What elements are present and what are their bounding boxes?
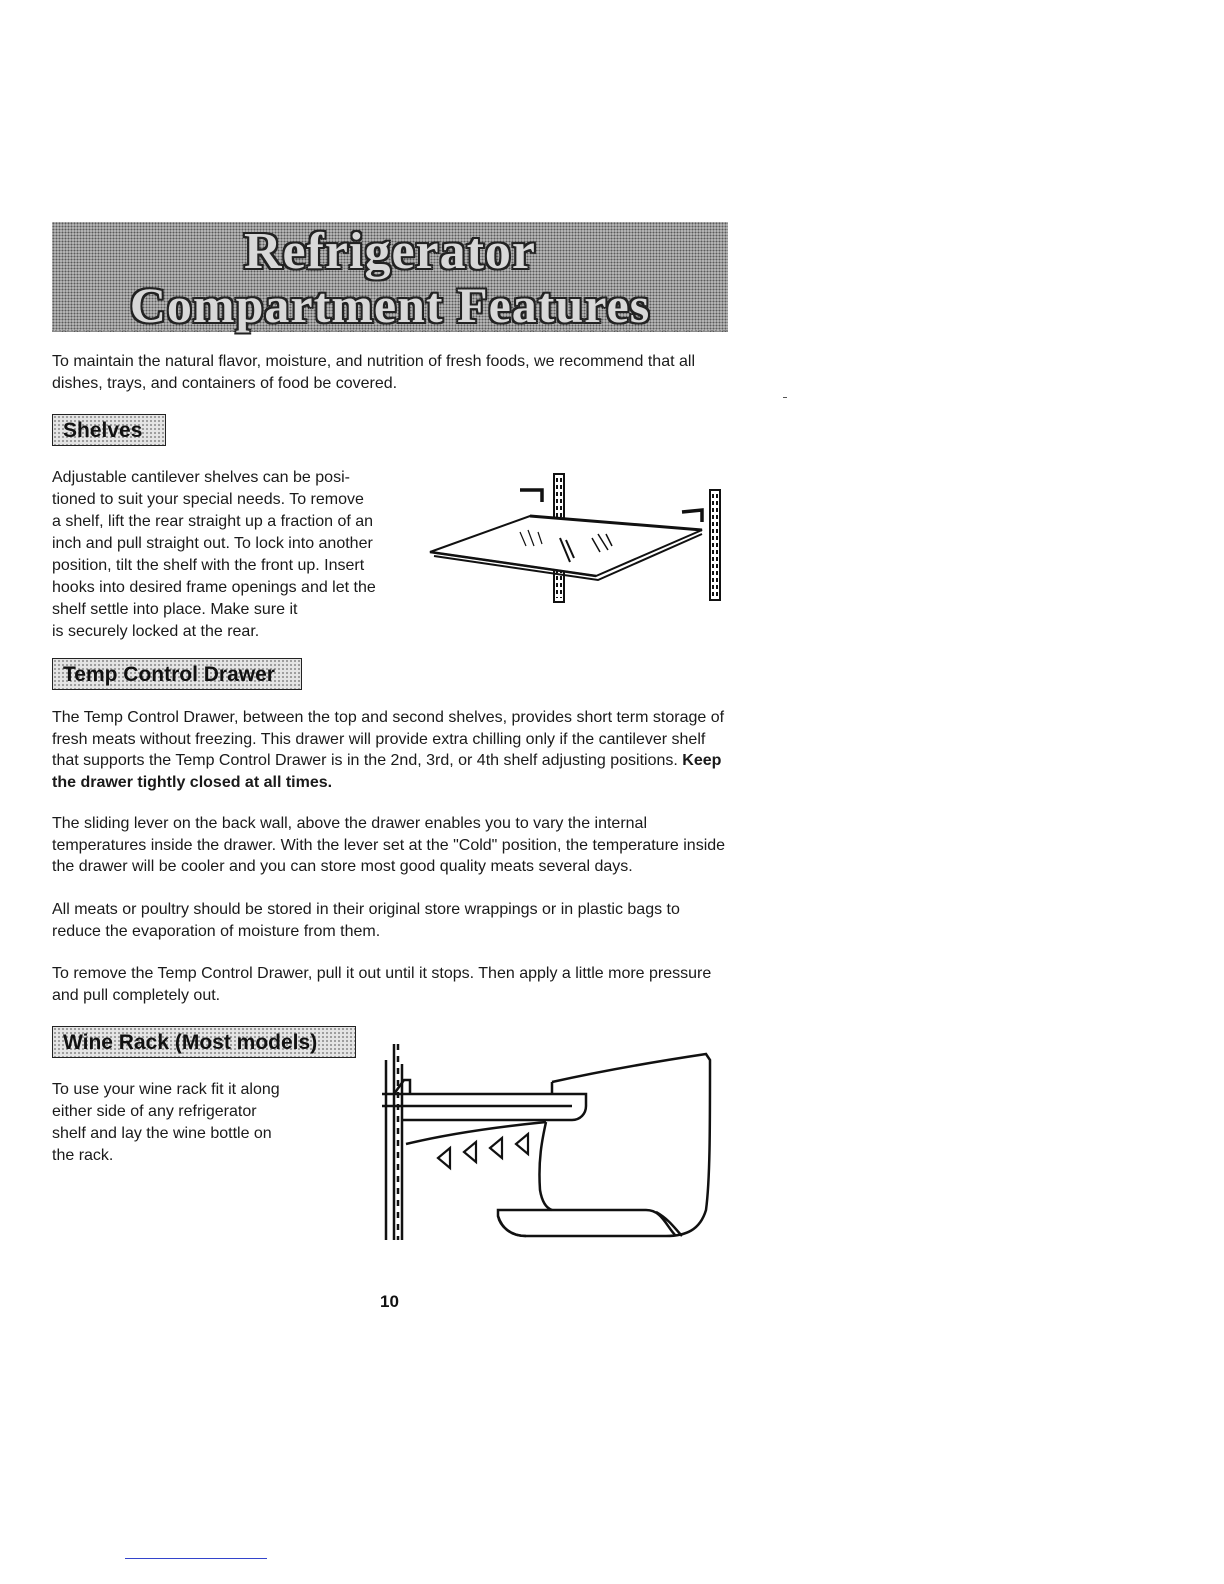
shelves-line-5: position, tilt the shelf with the front up. Insert	[52, 557, 365, 574]
wine-rack-line-4: the rack.	[52, 1147, 114, 1164]
title-line-2: Compartment Features	[129, 277, 651, 333]
footer-rule	[125, 1558, 267, 1559]
shelf-illustration	[420, 468, 740, 608]
shelves-line-4: inch and pull straight out. To lock into another	[52, 535, 373, 552]
shelves-line-7: shelf settle into place. Make sure it	[52, 601, 298, 618]
temp-control-paragraph-2: The sliding lever on the back wall, above the drawer enables you to vary the internal temperatures inside the drawer. With the lever set at the "Cold" position, the temperature inside the drawer will be cooler and you can store most good quality meats several days.	[52, 815, 726, 875]
shelves-heading: Shelves	[52, 414, 166, 446]
shelves-line-2: tioned to suit your special needs. To remove	[52, 491, 364, 508]
title-line-1: Refrigerator	[243, 223, 537, 280]
shelves-line-1: Adjustable cantilever shelves can be posi-	[52, 469, 350, 486]
wine-rack-line-1: To use your wine rack fit it along	[52, 1081, 280, 1098]
wine-rack-line-2: either side of any refrigerator	[52, 1103, 257, 1120]
temp-control-heading: Temp Control Drawer	[52, 658, 302, 690]
temp-control-paragraph-4: To remove the Temp Control Drawer, pull it out until it stops. Then apply a little more pressure and pull completely out.	[52, 965, 712, 1004]
page-number: 10	[380, 1292, 399, 1311]
stray-mark	[783, 397, 787, 398]
wine-rack-illustration	[376, 1040, 716, 1250]
temp-control-paragraph-1	[52, 707, 732, 793]
shelves-line-6: hooks into desired frame openings and let the	[52, 579, 376, 596]
wine-rack-heading: Wine Rack (Most models)	[52, 1026, 356, 1058]
temp-control-warning: Keep the drawer tightly closed at all times.	[52, 752, 722, 791]
intro-paragraph: To maintain the natural flavor, moisture, and nutrition of fresh foods, we recommend that all dishes, trays, and containers of food be covered.	[52, 353, 695, 392]
shelves-line-8: is securely locked at the rear.	[52, 623, 260, 640]
shelves-line-3: a shelf, lift the rear straight up a fraction of an	[52, 513, 374, 530]
title-banner	[52, 222, 728, 332]
wine-rack-line-3: shelf and lay the wine bottle on	[52, 1125, 272, 1142]
temp-control-text: The Temp Control Drawer, between the top and second shelves, provides short term storage of fresh meats without freezing. This drawer will provide extra chilling only if the cantilever shelf that supports the Temp Control Drawer is in the 2nd, 3rd, or 4th shelf adjusting positions.	[52, 709, 725, 769]
temp-control-paragraph-3: All meats or poultry should be stored in their original store wrappings or in plastic bags to reduce the evaporation of moisture from them.	[52, 901, 680, 940]
